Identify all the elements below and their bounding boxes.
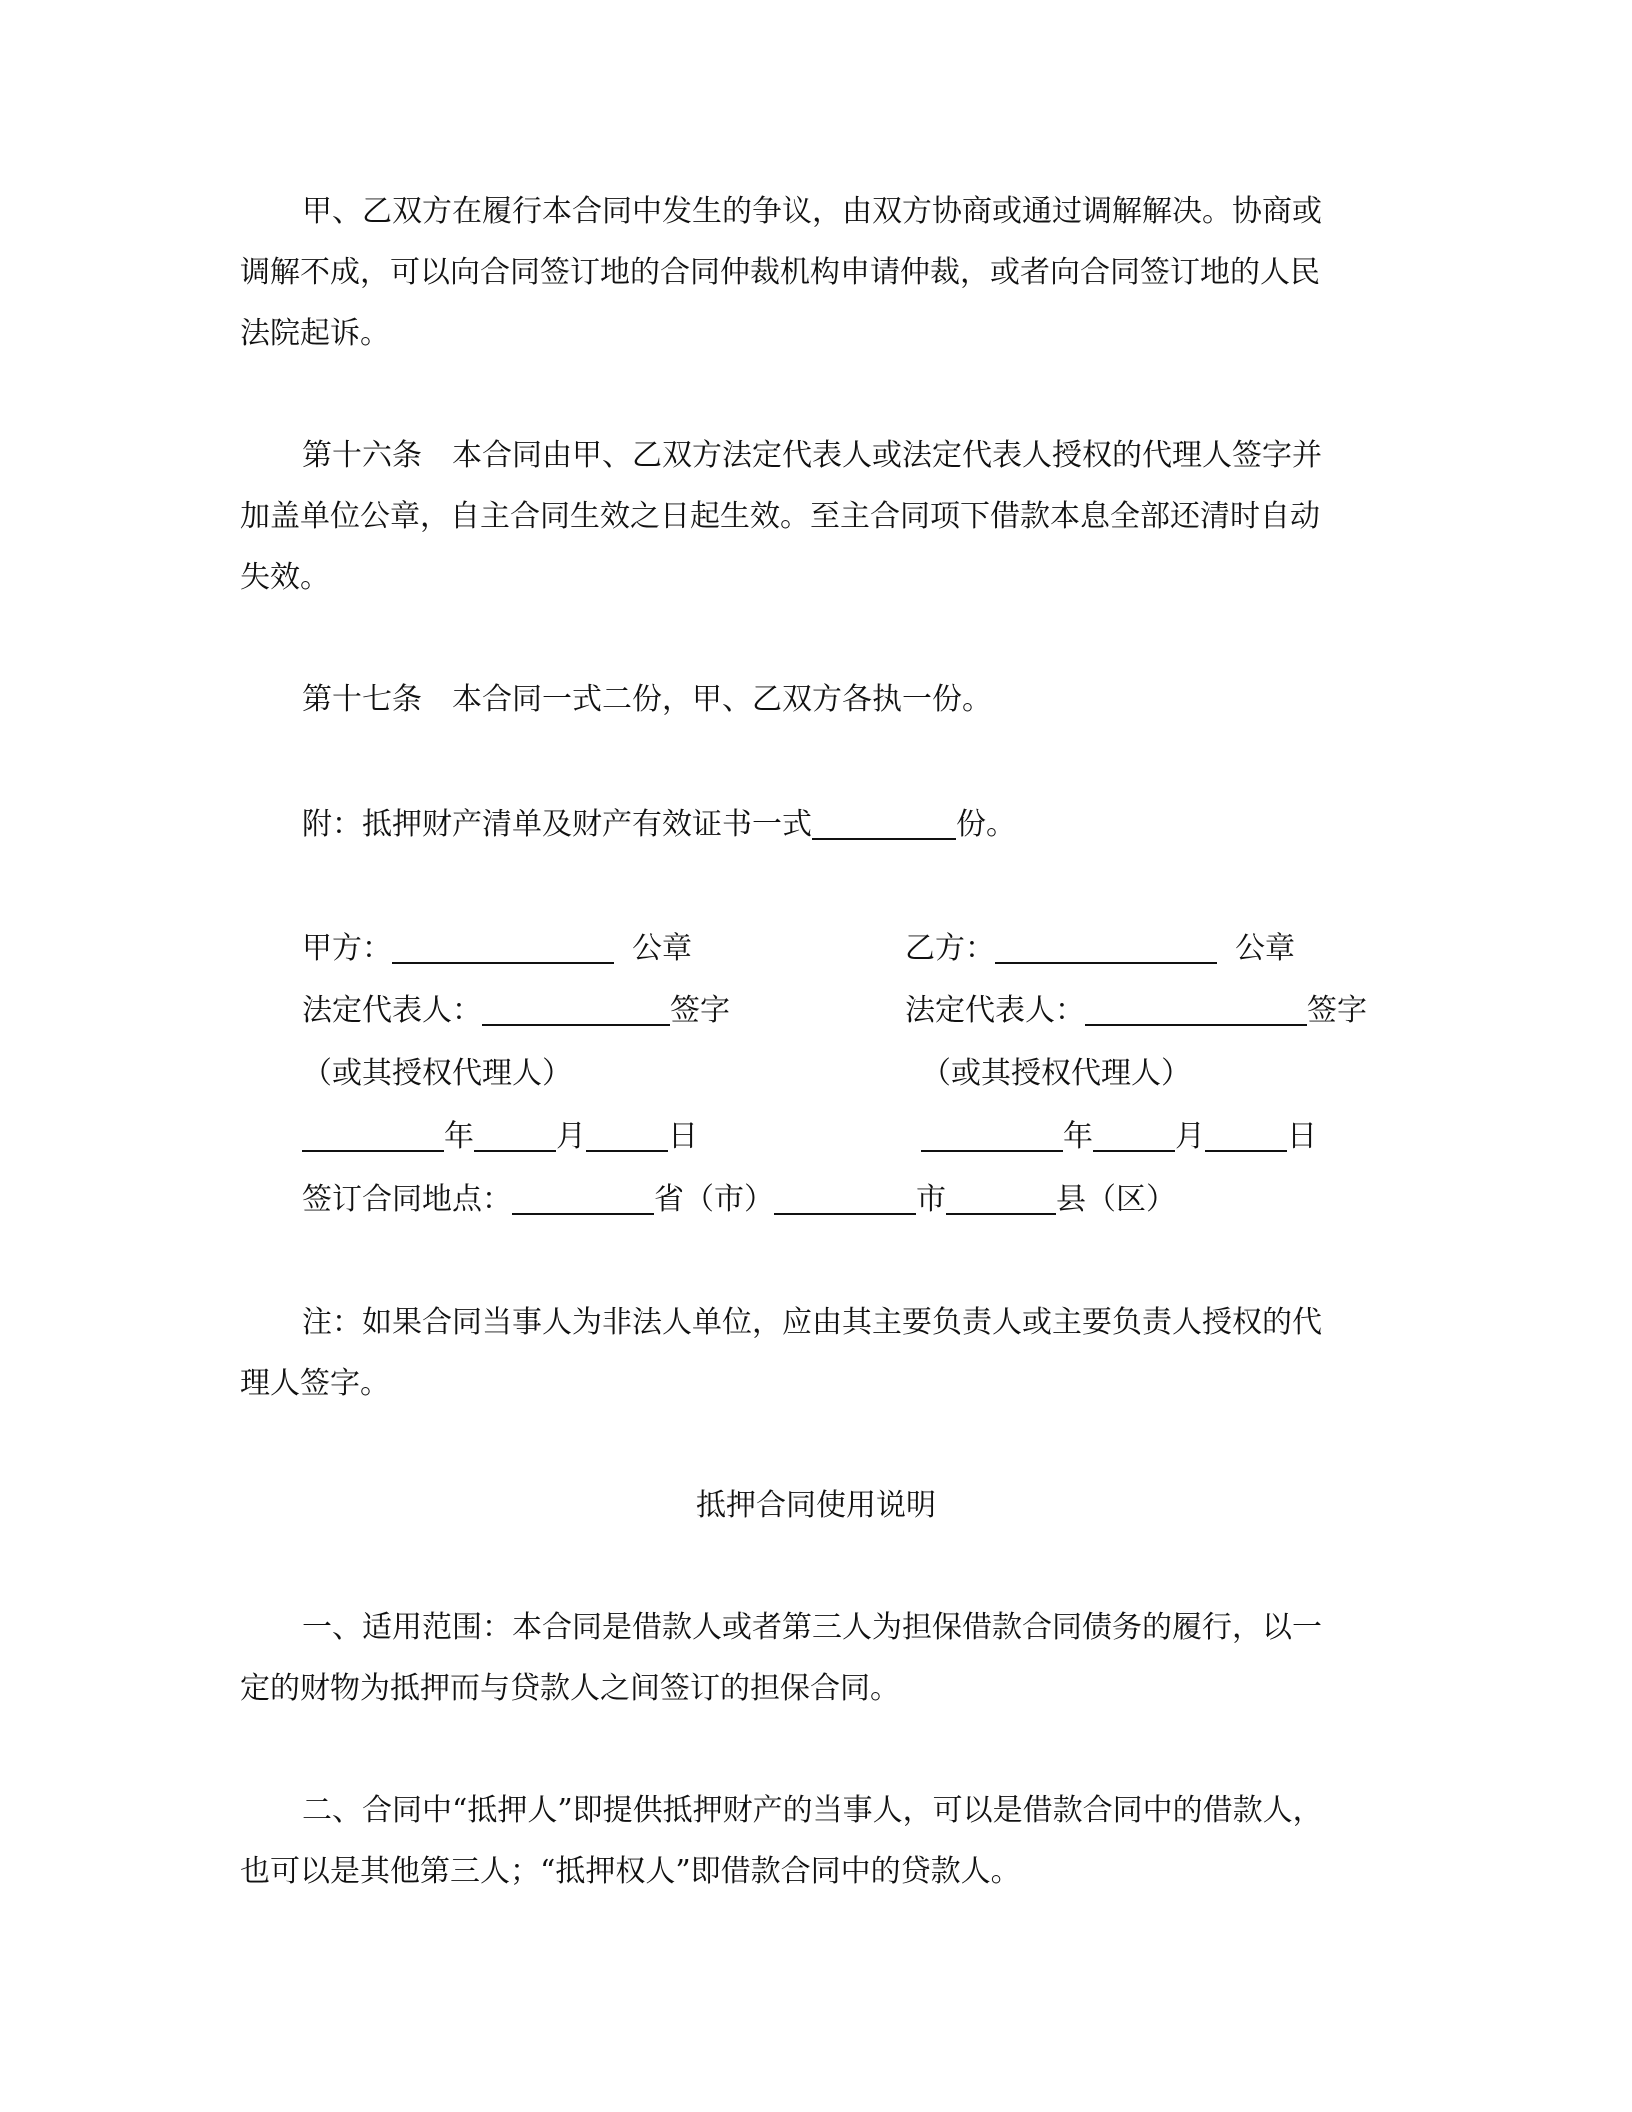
attachment-line — [302, 805, 1016, 845]
party-b-blank[interactable] — [995, 932, 1217, 964]
party-b-seal: 公章 — [1235, 931, 1295, 966]
party-a-row — [302, 929, 692, 969]
party-b-row — [905, 929, 1295, 969]
signing-place-label: 签订合同地点： — [302, 1182, 512, 1217]
instruction-1-line-1: 一、适用范围：本合同是借款人或者第三人为担保借款合同债务的履行，以一 — [302, 1610, 1322, 1645]
party-b-date-row — [921, 1117, 1317, 1157]
note-line-2: 理人签字。 — [240, 1366, 390, 1401]
dispute-line-2: 调解不成，可以向合同签订地的合同仲裁机构申请仲裁，或者向合同签订地的人民 — [240, 255, 1320, 290]
attachment-prefix: 附：抵押财产清单及财产有效证书一式 — [302, 807, 812, 842]
county-blank[interactable] — [946, 1183, 1056, 1215]
party-b-month-blank[interactable] — [1093, 1120, 1175, 1152]
party-a-day-label: 日 — [668, 1119, 698, 1154]
signing-place-row — [302, 1180, 1176, 1220]
party-b-sign: 签字 — [1307, 993, 1367, 1028]
party-a-year-blank[interactable] — [302, 1120, 444, 1152]
party-b-legal-rep-blank[interactable] — [1085, 994, 1307, 1026]
party-a-month-blank[interactable] — [474, 1120, 556, 1152]
instruction-1-line-2: 定的财物为抵押而与贷款人之间签订的担保合同。 — [240, 1671, 900, 1706]
party-a-day-blank[interactable] — [586, 1120, 668, 1152]
party-a-year-label: 年 — [444, 1119, 474, 1154]
party-a-blank[interactable] — [392, 932, 614, 964]
party-b-label: 乙方： — [905, 931, 995, 966]
dispute-line-3: 法院起诉。 — [240, 316, 390, 351]
instruction-2-line-2: 也可以是其他第三人；“抵押权人”即借款合同中的贷款人。 — [240, 1854, 1021, 1889]
party-a-month-label: 月 — [556, 1119, 586, 1154]
province-label: 省（市） — [654, 1182, 774, 1217]
party-b-legal-rep-row — [905, 991, 1367, 1031]
party-a-label: 甲方： — [302, 931, 392, 966]
province-blank[interactable] — [512, 1183, 654, 1215]
article16-line-2: 加盖单位公章，自主合同生效之日起生效。至主合同项下借款本息全部还清时自动 — [240, 499, 1320, 534]
party-b-year-blank[interactable] — [921, 1120, 1063, 1152]
dispute-line-1: 甲、乙双方在履行本合同中发生的争议，由双方协商或通过调解解决。协商或 — [302, 194, 1322, 229]
article17-line-1: 第十七条 本合同一式二份，甲、乙双方各执一份。 — [302, 682, 992, 717]
note-line-1: 注：如果合同当事人为非法人单位，应由其主要负责人或主要负责人授权的代 — [302, 1305, 1322, 1340]
party-a-sign: 签字 — [670, 993, 730, 1028]
party-b-agent: （或其授权代理人） — [921, 1056, 1191, 1091]
party-a-agent: （或其授权代理人） — [302, 1056, 572, 1091]
party-a-legal-rep-blank[interactable] — [482, 994, 670, 1026]
party-a-legal-rep-row — [302, 991, 730, 1031]
city-label: 市 — [916, 1182, 946, 1217]
county-label: 县（区） — [1056, 1182, 1176, 1217]
party-b-day-label: 日 — [1287, 1119, 1317, 1154]
article16-line-3: 失效。 — [240, 560, 330, 595]
city-blank[interactable] — [774, 1183, 916, 1215]
party-b-day-blank[interactable] — [1205, 1120, 1287, 1152]
attachment-count-blank[interactable] — [812, 808, 956, 840]
party-b-month-label: 月 — [1175, 1119, 1205, 1154]
article16-line-1: 第十六条 本合同由甲、乙双方法定代表人或法定代表人授权的代理人签字并 — [302, 438, 1322, 473]
party-b-legal-rep-label: 法定代表人： — [905, 993, 1085, 1028]
attachment-suffix: 份。 — [956, 807, 1016, 842]
instruction-2-line-1: 二、合同中“抵押人”即提供抵押财产的当事人，可以是借款合同中的借款人， — [302, 1793, 1323, 1828]
party-b-year-label: 年 — [1063, 1119, 1093, 1154]
party-a-date-row — [302, 1117, 698, 1157]
instructions-title: 抵押合同使用说明 — [696, 1488, 936, 1523]
party-a-seal: 公章 — [632, 931, 692, 966]
party-a-legal-rep-label: 法定代表人： — [302, 993, 482, 1028]
